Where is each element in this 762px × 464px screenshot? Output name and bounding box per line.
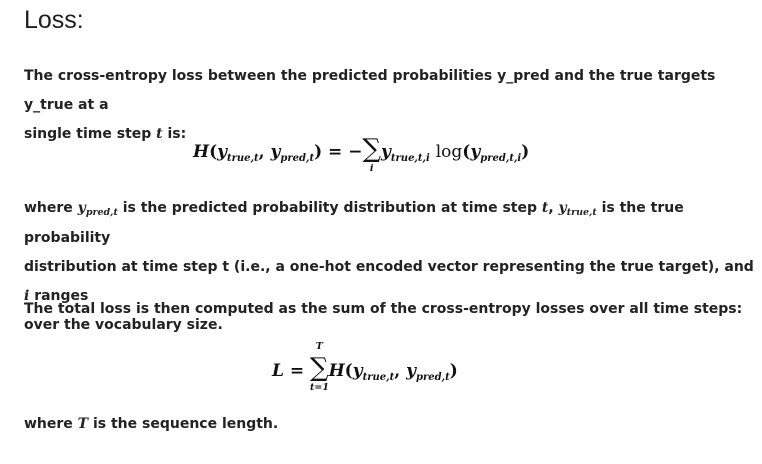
- eq-paren: ): [449, 361, 458, 381]
- text: where: [24, 200, 78, 216]
- text: over the vocabulary size.: [24, 317, 223, 333]
- total-loss-paragraph: [24, 295, 742, 324]
- eq-paren: (: [209, 142, 218, 162]
- math-var-y: y: [558, 200, 567, 216]
- eq-log: log: [435, 142, 463, 162]
- eq-y: y: [470, 142, 481, 162]
- section-heading: Loss:: [24, 6, 84, 34]
- total-loss-equation: [272, 341, 458, 393]
- sigma-upper-limit: T: [315, 341, 323, 352]
- summation-symbol: [310, 341, 330, 393]
- text: ranges: [29, 288, 89, 304]
- eq-y: y: [406, 361, 416, 381]
- eq-sub: true,t,i: [390, 153, 430, 164]
- eq-comma: ,: [394, 361, 407, 381]
- sequence-length-paragraph: [24, 410, 278, 439]
- eq-sub: pred,t: [415, 372, 450, 383]
- sigma: ∑: [310, 353, 329, 383]
- text: is the sequence length.: [88, 416, 279, 432]
- eq-L: L: [272, 361, 284, 381]
- eq-paren: ): [314, 142, 323, 162]
- eq-sub: true,t: [362, 372, 395, 383]
- eq-H: H: [193, 142, 210, 162]
- text: The total loss is then computed as the sum of the cross-entropy losses over all time steps:: [24, 301, 743, 317]
- math-var-i: i: [24, 288, 30, 304]
- eq-paren: (: [462, 142, 471, 162]
- intro-line-2-end: is:: [162, 126, 187, 142]
- math-var-y: y: [77, 200, 86, 216]
- eq-y: y: [352, 361, 363, 381]
- eq-equals: =: [283, 361, 311, 381]
- summation-symbol: [362, 134, 382, 174]
- eq-H: H: [328, 361, 345, 381]
- text: ,: [548, 200, 559, 216]
- intro-line-1: The cross-entropy loss between the predicted probabilities y_pred and the true targets y_true at a: [24, 68, 716, 113]
- eq-sub: true,t: [227, 153, 259, 164]
- text: where: [24, 416, 78, 432]
- text: is the predicted probability distribution at time step: [117, 200, 542, 216]
- math-subscript: true,t: [566, 207, 597, 218]
- eq-comma: ,: [258, 142, 271, 162]
- eq-y: y: [217, 142, 227, 162]
- sigma-lower-limit: i: [369, 163, 374, 174]
- eq-paren: ): [521, 142, 530, 162]
- cross-entropy-equation: [193, 134, 530, 174]
- intro-line-2-start: single time step: [24, 126, 157, 142]
- text: distribution at time step t (i.e., a one-hot encoded vector representing the true target), and: [24, 259, 754, 275]
- eq-y: y: [270, 142, 281, 162]
- sigma-lower-limit: t=1: [310, 382, 330, 393]
- eq-sub: pred,t: [280, 153, 315, 164]
- math-subscript: pred,t: [85, 207, 118, 218]
- math-var-t: t: [541, 200, 549, 216]
- eq-sub: pred,t,i: [480, 153, 522, 164]
- eq-paren: (: [344, 361, 353, 381]
- eq-equals-minus: = −: [322, 142, 363, 162]
- math-var-t: t: [156, 126, 163, 142]
- math-var-T: T: [77, 416, 89, 432]
- text: is the true probability: [24, 200, 684, 246]
- sigma: ∑: [362, 134, 382, 164]
- eq-y: y: [381, 142, 391, 162]
